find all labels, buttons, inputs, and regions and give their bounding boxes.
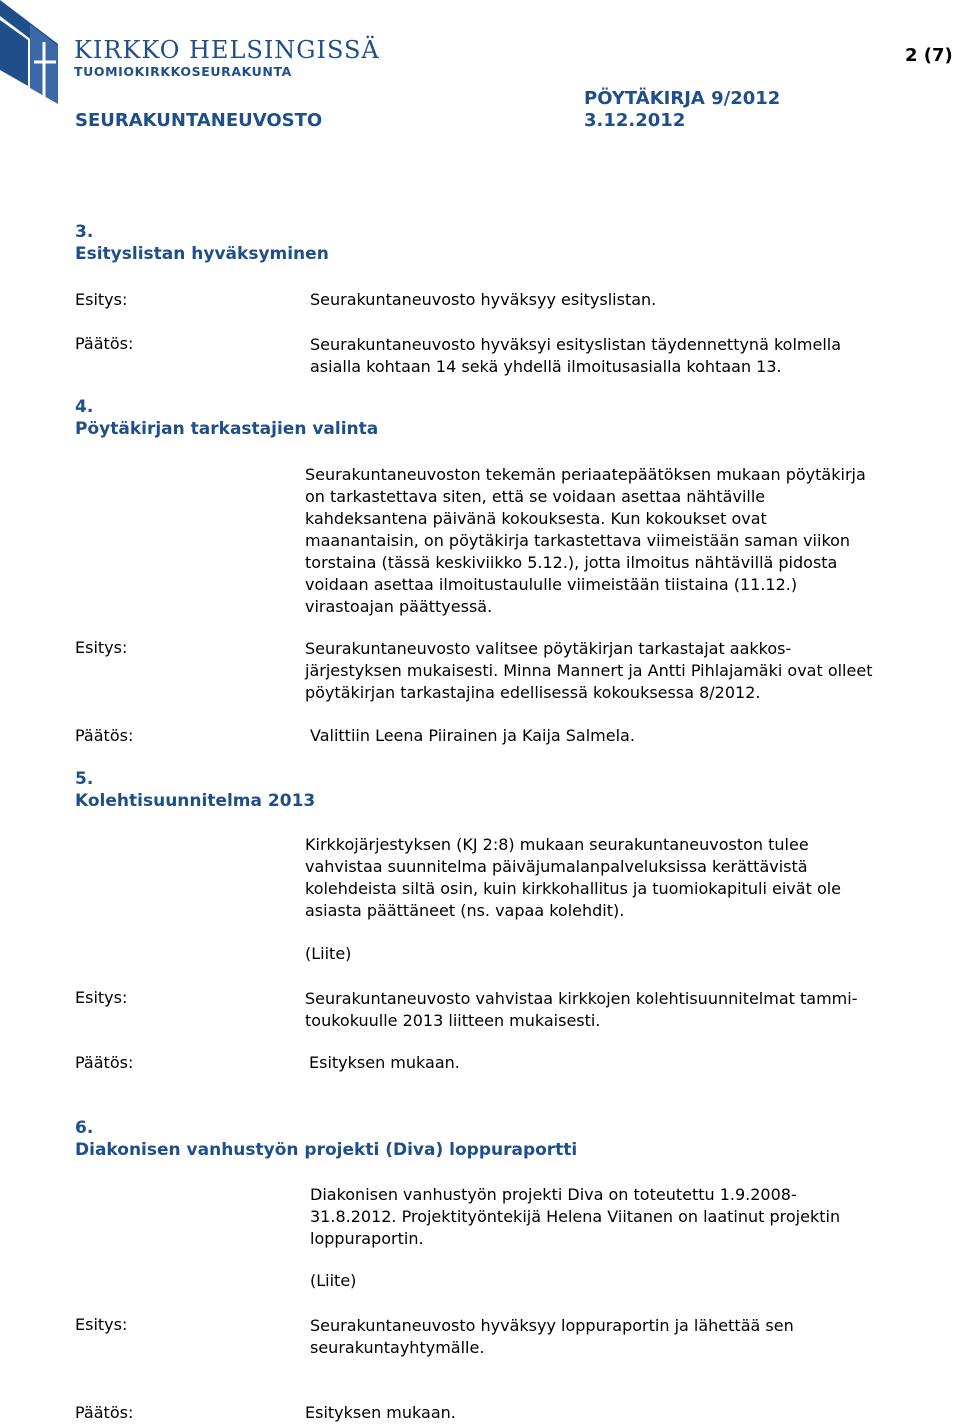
org-name: KIRKKO HELSINGISSÄ xyxy=(74,36,380,64)
page-number: 2 (7) xyxy=(905,45,953,66)
section-3-title: Esityslistan hyväksyminen xyxy=(75,244,329,264)
section-3-number: 3. xyxy=(75,222,94,242)
meeting-date: 3.12.2012 xyxy=(584,110,686,131)
section-6-title: Diakonisen vanhustyön projekti (Diva) loppuraportti xyxy=(75,1140,578,1160)
section-6-paatos-text: Esityksen mukaan. xyxy=(305,1403,456,1422)
section-5-number: 5. xyxy=(75,769,94,789)
section-6-esitys-text: Seurakuntaneuvosto hyväksyy loppuraportin ja lähettää sen seurakuntayhtymälle. xyxy=(310,1316,794,1357)
section-4-title: Pöytäkirjan tarkastajien valinta xyxy=(75,419,379,439)
section-3-paatos-label: Päätös: xyxy=(75,334,134,353)
section-3-paatos-text: Seurakuntaneuvosto hyväksyi esityslistan täydennettynä kolmella asialla kohtaan 14 sekä yhdellä ilmoitusasialla kohtaan 13. xyxy=(310,335,842,376)
section-4-number: 4. xyxy=(75,397,94,417)
section-4-esitys-text: Seurakuntaneuvosto valitsee pöytäkirjan tarkastajat aakkos- järjestyksen mukaisesti. Minna Mannert ja Antti Pihlajamäki ovat olleet pöytäkirjan tarkastajina edellisessä kokouksessa 8/2012. xyxy=(305,639,873,702)
section-5-intro: Kirkkojärjestyksen (KJ 2:8) mukaan seurakuntaneuvoston tulee vahvistaa suunnitelma päiväjumalanpalveluksissa kerättävistä kolehdeista siltä osin, kuin kirkkohallitus ja tuomiokapituli eivät ole asiasta päättäneet (ns. vapaa kolehdit). xyxy=(305,835,842,920)
church-logo-icon xyxy=(0,0,62,104)
section-5-title: Kolehtisuunnitelma 2013 xyxy=(75,791,316,811)
section-4-esitys-label: Esitys: xyxy=(75,638,128,657)
section-6-esitys-label: Esitys: xyxy=(75,1315,128,1334)
council-name: SEURAKUNTANEUVOSTO xyxy=(75,110,323,131)
section-6-intro: Diakonisen vanhustyön projekti Diva on toteutettu 1.9.2008- 31.8.2012. Projektityöntekijä Helena Viitanen on laatinut projektin loppuraportin. xyxy=(310,1185,841,1248)
section-4-paatos-label: Päätös: xyxy=(75,726,134,745)
section-4-paatos-text: Valittiin Leena Piirainen ja Kaija Salmela. xyxy=(310,726,635,745)
section-6-attachment-note: (Liite) xyxy=(310,1271,357,1290)
section-5-paatos-label: Päätös: xyxy=(75,1053,134,1072)
org-subtitle: TUOMIOKIRKKOSEURAKUNTA xyxy=(74,64,292,79)
section-5-esitys-text: Seurakuntaneuvosto vahvistaa kirkkojen kolehtisuunnitelmat tammi- toukokuulle 2013 liitteen mukaisesti. xyxy=(305,989,858,1030)
section-4-intro: Seurakuntaneuvoston tekemän periaatepäätöksen mukaan pöytäkirja on tarkastettava siten, että se voidaan asettaa nähtäville kahdeksantena päivänä kokouksesta. Kun kokoukset ovat maanantaisin, on pöytäkirja tarkastettava viimeistään saman viikon torstaina (tässä keskiviikko 5.12.), jotta ilmoitus nähtävillä pidosta voidaan asettaa ilmoitustaululle viimeistään tiistaina (11.12.) virastoajan päättyessä. xyxy=(305,465,866,616)
section-3-esitys-text: Seurakuntaneuvosto hyväksyy esityslistan. xyxy=(310,290,657,309)
section-5-esitys-label: Esitys: xyxy=(75,988,128,1007)
section-3-esitys-label: Esitys: xyxy=(75,290,128,309)
section-6-number: 6. xyxy=(75,1118,94,1138)
section-5-paatos-text: Esityksen mukaan. xyxy=(309,1053,460,1072)
section-5-attachment-note: (Liite) xyxy=(305,944,352,963)
section-6-paatos-label: Päätös: xyxy=(75,1403,134,1422)
document-type: PÖYTÄKIRJA 9/2012 xyxy=(584,88,781,109)
